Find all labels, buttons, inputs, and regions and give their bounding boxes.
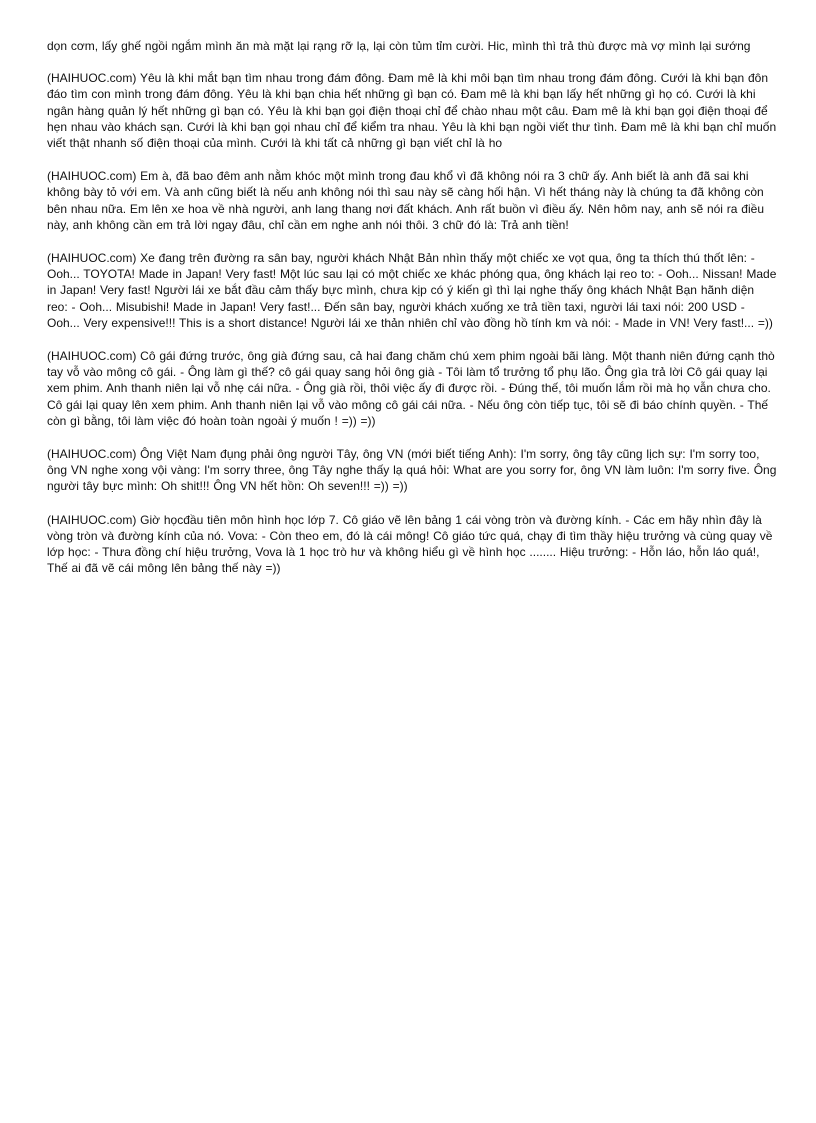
paragraph-village-cinema: (HAIHUOC.com) Cô gái đứng trước, ông già đứng sau, cả hai đang chăm chú xem phim ngoài bãi làng. Một thanh niên đứng cạnh thò tay vỗ vào mông cô gái. - Ông làm gì thế? cô gái quay sang hỏi ông già - Tôi làm tổ trưởng tổ phụ lão. Ông gìa trả lời Cô gái quay lại xem phim. Anh thanh niên lại vỗ nhẹ cái nữa. - Ông già rồi, thôi việc ấy đi được rồi. - Đúng thế, tôi muốn lắm rồi mà họ vẫn chưa cho. Cô gái lại quay lên xem phim. Anh thanh niên lại vỗ vào mông cô gái cái nữa. - Nếu ông còn tiếp tục, tôi sẽ đi báo chính quyền. - Thế còn gì bằng, tôi làm việc đó hoàn toàn ngoài ý muốn ! =)) =)) bbox=[47, 349, 775, 428]
paragraph-geometry-class: (HAIHUOC.com) Giờ họcđầu tiên môn hình học lớp 7. Cô giáo vẽ lên bảng 1 cái vòng tròn và đường kính. - Các em hãy nhìn đây là vòng tròn và đường kính của nó. Vova: - Còn theo em, đó là cái mông! Cô giáo tức quá, chạy đi tìm thầy hiệu trưởng và cùng quay về lớp học: - Thưa đồng chí hiệu trưởng, Vova là 1 học trò hư và không hiểu gì về hình học ........ Hiệu trưởng: - Hỗn láo, hỗn láo quá!, Thế ai đã vẽ cái mông lên bảng thế này =)) bbox=[47, 512, 773, 576]
paragraph-im-sorry: (HAIHUOC.com) Ông Việt Nam đụng phải ông người Tây, ông VN (mới biết tiếng Anh): I'm sorry, ông tây cũng lịch sự: I'm sorry too, ông VN nghe xong vội vàng: I'm sorry three, ông Tây nghe thấy lạ quá hỏi: What are you sorry for, ông VN làm luôn: I'm sorry five. Ông người tây bực mình: Oh shit!!! Ông VN hết hồn: Oh seven!!! =)) =)) bbox=[47, 447, 777, 494]
paragraph-love-passion-marriage: (HAIHUOC.com) Yêu là khi mắt bạn tìm nhau trong đám đông. Đam mê là khi môi bạn tìm nhau trong đám đông. Cưới là khi bạn đôn đáo tìm con mình trong đám đông. Yêu là khi bạn chia hết những gì bạn có. Đam mê là khi bạn lấy hết những gì họ có. Cưới là khi ngân hàng quản lý hết những gì bạn có. Yêu là khi bạn gọi điện thoại chỉ để chào nhau một câu. Đam mê là khi bạn gọi điện thoại để hẹn nhau vào khách sạn. Cưới là khi bạn gọi nhau chỉ để kiểm tra nhau. Yêu là khi bạn ngồi viết thư tình. Đam mê là khi bạn chỉ muốn viết thật nhanh số điện thoại của mình. Cưới là khi tất cả những gì bạn viết chỉ là ho bbox=[47, 71, 777, 151]
document-page bbox=[47, 38, 777, 593]
paragraph-intro-continuation: dọn cơm, lấy ghế ngồi ngắm mình ăn mà mặt lại rạng rỡ lạ, lại còn tủm tỉm cười. Hic, mình thì trả thù được mà vợ mình lại sướng bbox=[47, 39, 751, 53]
paragraph-three-words: (HAIHUOC.com) Em à, đã bao đêm anh nằm khóc một mình trong đau khổ vì đã không nói ra 3 chữ ấy. Anh biết là anh đã sai khi không bày tỏ với em. Và anh cũng biết là nếu anh không nói thì sau này sẽ càng hối hận. Vì hết tháng này là chúng ta đã không còn bên nhau nữa. Em lên xe hoa về nhà người, anh lang thang nơi đất khách. Anh rất buồn vì điều ấy. Nên hôm nay, anh sẽ nói ra điều này, anh không cần em trả lời ngay đâu, chỉ cần em nghe anh nói thôi. 3 chữ đó là: Trả anh tiền! bbox=[47, 169, 764, 232]
paragraph-japanese-taxi: (HAIHUOC.com) Xe đang trên đường ra sân bay, người khách Nhật Bản nhìn thấy một chiếc xe vọt qua, ông ta thích thú thốt lên: - Ooh... TOYOTA! Made in Japan! Very fast! Một lúc sau lại có một chiếc xe khác phóng qua, ông khách lại reo to: - Ooh... Nissan! Made in Japan! Very fast! Người lái xe bắt đầu cảm thấy bực mình, chưa kịp có ý kiến gì thì lại nghe thấy ông khách Nhật Bạn hãnh diện reo: - Ooh... Misubishi! Made in Japan! Very fast!... Đến sân bay, người khách xuống xe trả tiền taxi, người lái taxi nói: 200 USD - Ooh... Very expensive!!! This is a short distance! Người lái xe thản nhiên chỉ vào đồng hồ tính km và nói: - Made in VN! Very fast!... =)) bbox=[47, 251, 777, 330]
